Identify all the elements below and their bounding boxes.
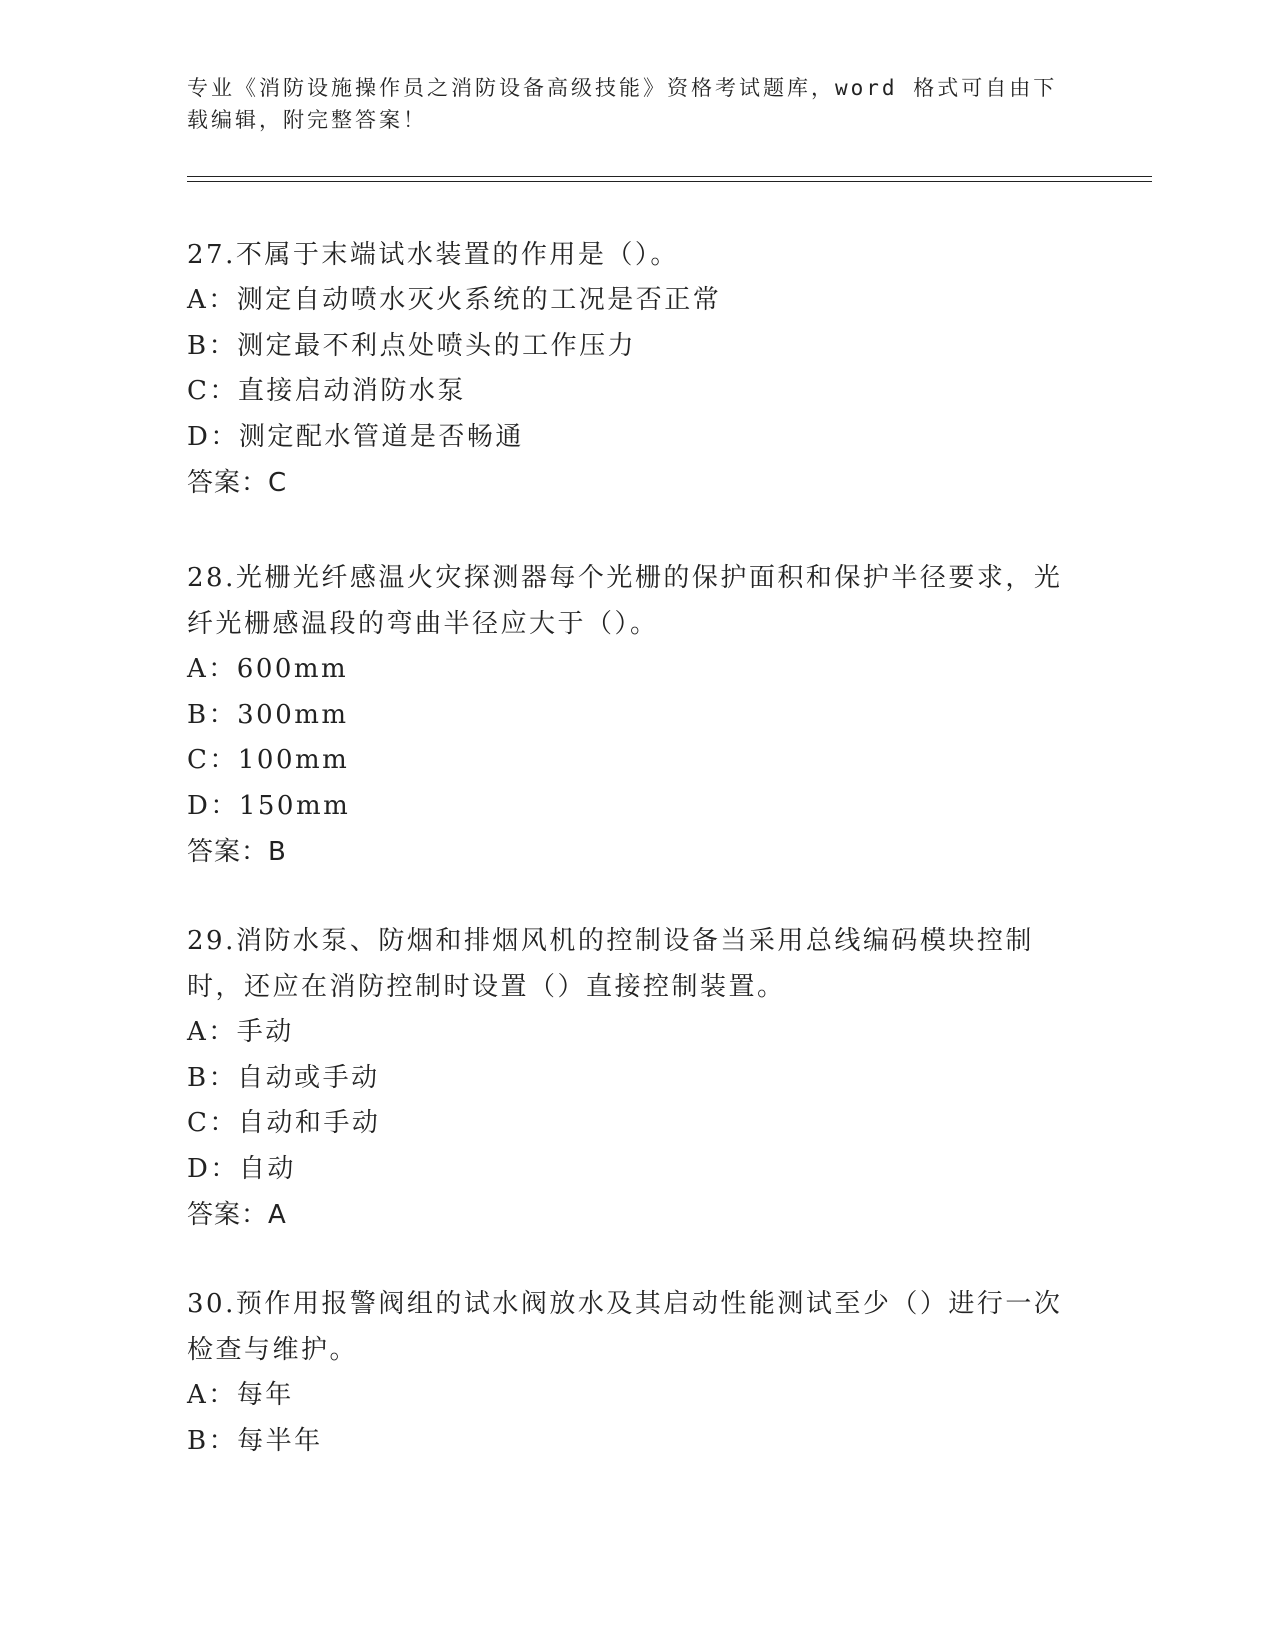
option-b: B：测定最不利点处喷头的工作压力 [187,330,637,361]
question-stem: 27.不属于末端试水装置的作用是（）。 [187,240,679,270]
question-29 [187,918,1087,1238]
document-header: 专业《消防设施操作员之消防设备高级技能》资格考试题库，word 格式可自由下载编辑，附完整答案！ [187,76,1058,132]
option-a: A：600mm [187,654,349,684]
option-b: B：自动或手动 [187,1062,380,1093]
question-stem: 28.光栅光纤感温火灾探测器每个光栅的保护面积和保护半径要求，光纤光栅感温段的弯曲半径应大于（）。 [187,563,1063,639]
question-30 [187,1281,1087,1464]
option-a: A：每年 [187,1380,294,1410]
answer: 答案：C [187,468,288,498]
option-d: D：自动 [187,1153,296,1184]
question-stem: 30.预作用报警阀组的试水阀放水及其启动性能测试至少（）进行一次检查与维护。 [187,1289,1063,1365]
option-c: C：100mm [187,745,350,775]
header-divider-top [187,176,1152,177]
question-27 [187,232,1087,506]
option-c: C：自动和手动 [187,1108,381,1138]
question-28 [187,555,1087,875]
option-b: B：300mm [187,699,349,730]
answer: 答案：B [187,837,287,867]
header-divider-bottom [187,181,1152,182]
answer: 答案：A [187,1200,287,1230]
option-b: B：每半年 [187,1425,323,1456]
option-c: C：直接启动消防水泵 [187,376,466,406]
option-a: A：测定自动喷水灭火系统的工况是否正常 [187,285,722,315]
option-d: D：150mm [187,790,351,821]
option-a: A：手动 [187,1017,294,1047]
option-d: D：测定配水管道是否畅通 [187,421,524,452]
question-stem: 29.消防水泵、防烟和排烟风机的控制设备当采用总线编码模块控制时，还应在消防控制时设置（）直接控制装置。 [187,926,1034,1002]
